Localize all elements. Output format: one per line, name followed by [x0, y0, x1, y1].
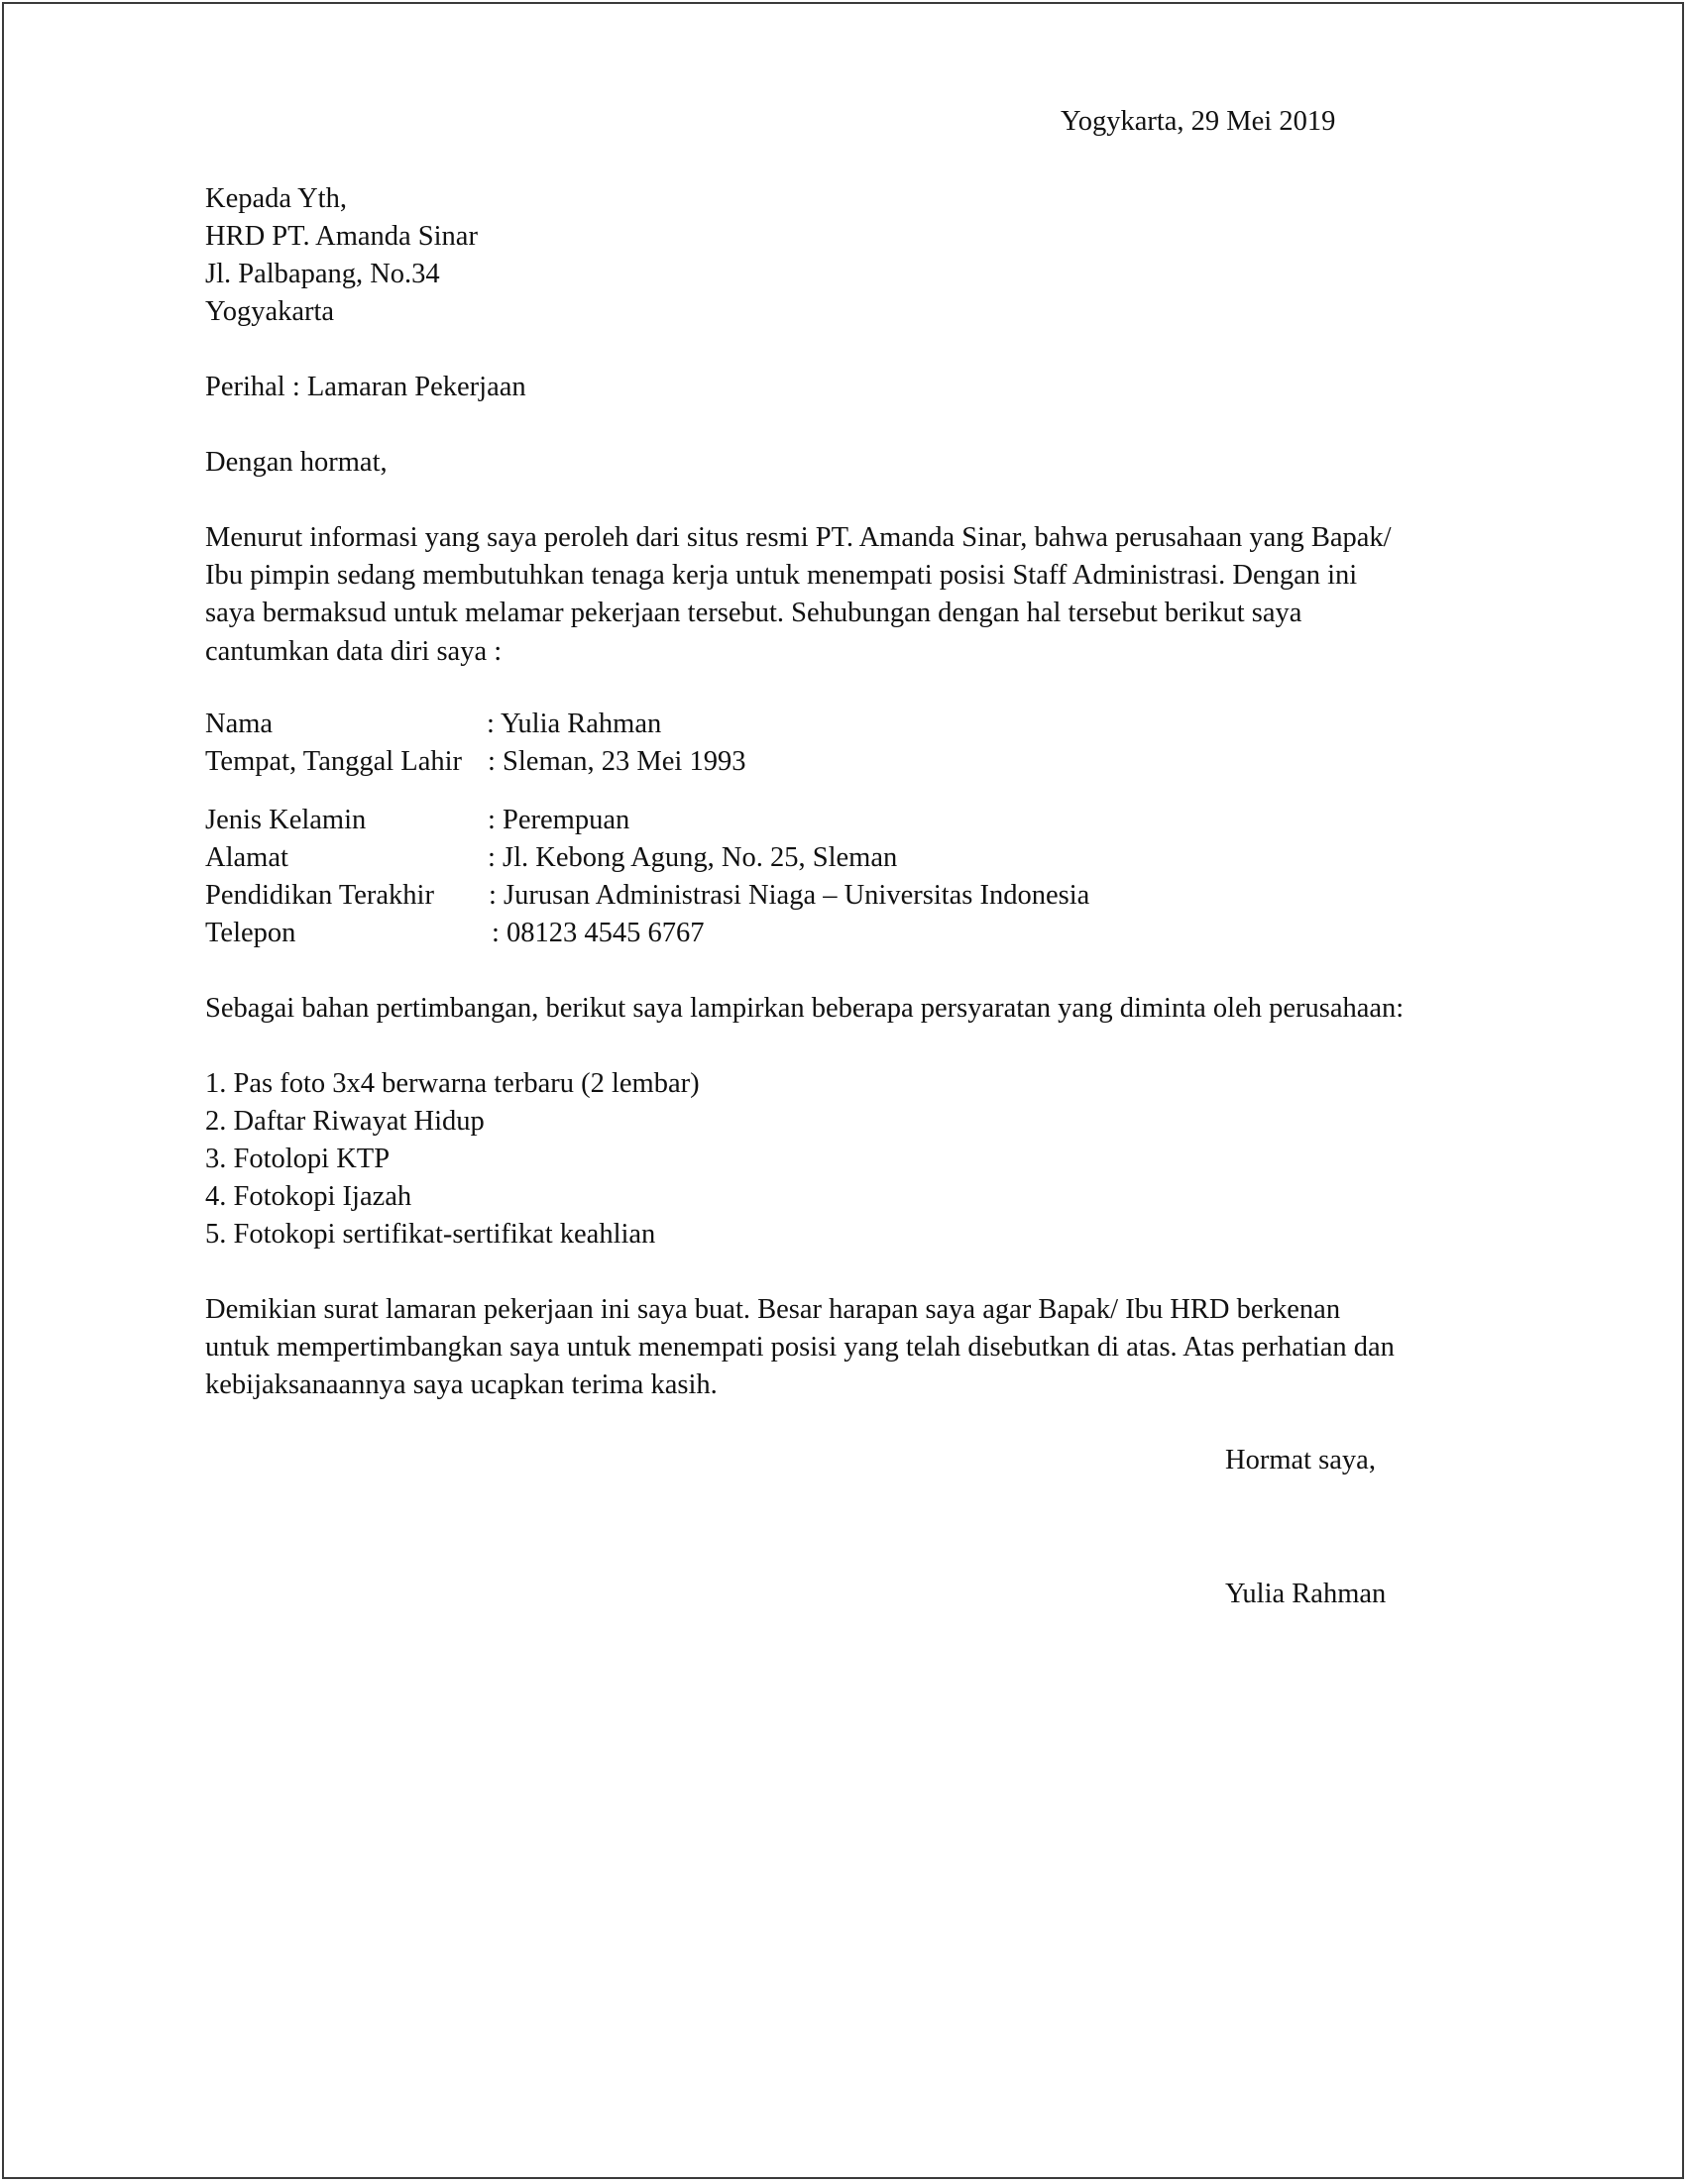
data-label: Pendidikan Terakhir [205, 880, 434, 911]
intro-line: saya bermaksud untuk melamar pekerjaan tersebut. Sehubungan dengan hal tersebut berikut saya [205, 598, 1302, 629]
regards: Hormat saya, [1225, 1445, 1376, 1475]
signatory-name: Yulia Rahman [1225, 1579, 1387, 1609]
data-label: Alamat [205, 842, 288, 873]
intro-paragraph [205, 519, 1392, 671]
attachment-item: 1. Pas foto 3x4 berwarna terbaru (2 lembar) [205, 1068, 700, 1099]
data-value: : Yulia Rahman [487, 709, 662, 739]
attachment-item: 5. Fotokopi sertifikat-sertifikat keahlian [205, 1219, 656, 1250]
salutation: Dengan hormat, [205, 447, 388, 478]
closing-line: kebijaksanaannya saya ucapkan terima kasih. [205, 1369, 718, 1401]
recipient-line: Yogyakarta [205, 296, 335, 327]
data-label: Nama [205, 709, 274, 739]
data-value: : Perempuan [488, 805, 630, 835]
attachment-item: 2. Daftar Riwayat Hidup [205, 1106, 485, 1137]
closing-paragraph [205, 1291, 1395, 1405]
attachments-intro: Sebagai bahan pertimbangan, berikut saya lampirkan beberapa persyaratan yang diminta oleh perusahaan: [205, 993, 1405, 1024]
recipient-line: Kepada Yth, [205, 183, 347, 214]
intro-line: Menurut informasi yang saya peroleh dari situs resmi PT. Amanda Sinar, bahwa perusahaan yang Bapak/ [205, 522, 1392, 553]
data-label: Telepon [205, 918, 296, 948]
letter-page [2, 2, 1684, 2179]
subject-line: Perihal : Lamaran Pekerjaan [205, 372, 526, 402]
data-label: Tempat, Tanggal Lahir [205, 746, 463, 777]
attachment-item: 3. Fotolopi KTP [205, 1144, 391, 1174]
recipient-line: Jl. Palbapang, No.34 [205, 259, 440, 289]
intro-line: cantumkan data diri saya : [205, 635, 503, 667]
intro-line: Ibu pimpin sedang membutuhkan tenaga kerja untuk menempati posisi Staff Administrasi. Dengan ini [205, 560, 1358, 592]
place-date: Yogykarta, 29 Mei 2019 [1061, 106, 1336, 137]
data-label: Jenis Kelamin [205, 805, 367, 835]
data-value: : Jurusan Administrasi Niaga – Universitas Indonesia [489, 880, 1090, 911]
data-value: : Jl. Kebong Agung, No. 25, Sleman [488, 842, 898, 873]
data-value: : Sleman, 23 Mei 1993 [488, 746, 746, 777]
closing-line: untuk mempertimbangkan saya untuk menempati posisi yang telah disebutkan di atas. Atas perhatian dan [205, 1332, 1395, 1364]
attachment-item: 4. Fotokopi Ijazah [205, 1181, 412, 1212]
closing-line: Demikian surat lamaran pekerjaan ini saya buat. Besar harapan saya agar Bapak/ Ibu HRD berkenan [205, 1294, 1341, 1325]
data-value: : 08123 4545 6767 [492, 918, 705, 948]
recipient-line: HRD PT. Amanda Sinar [205, 221, 478, 252]
